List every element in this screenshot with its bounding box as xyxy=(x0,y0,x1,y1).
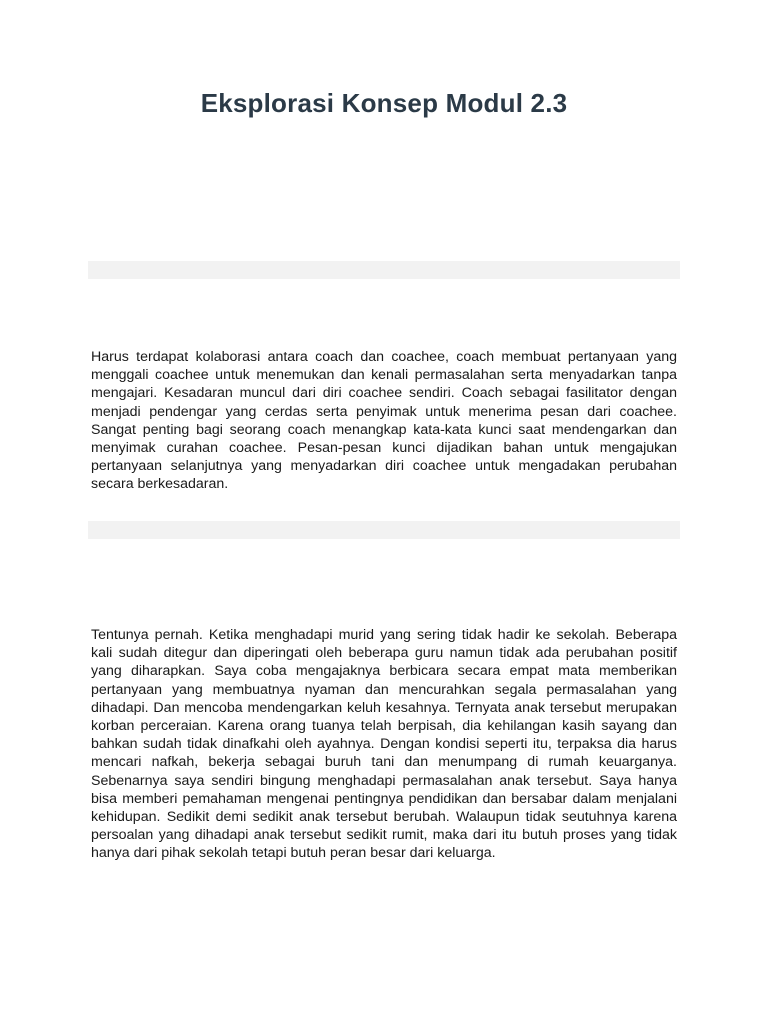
section-divider-band xyxy=(88,261,680,279)
body-paragraph-2: Tentunya pernah. Ketika menghadapi murid yang sering tidak hadir ke sekolah. Beberapa kali sudah ditegur dan diperingati oleh beberapa guru namun tidak ada perubahan positif yang diharapkan. Saya coba mengajaknya berbicara secara empat mata memberikan pertanyaan yang membuatnya nyaman dan mencurahkan segala permasalahan yang dihadapi. Dan mencoba mendengarkan keluh kesahnya. Ternyata anak tersebut merupakan korban perceraian. Karena orang tuanya telah berpisah, dia kehilangan kasih sayang dan bahkan sudah tidak dinafkahi oleh ayahnya. Dengan kondisi seperti itu, terpaksa dia harus mencari nafkah, bekerja sebagai buruh tani dan menumpang di rumah keuarganya. Sebenarnya saya sendiri bingung menghadapi permasalahan anak tersebut. Saya hanya bisa memberi pemahaman mengenai pentingnya pendidikan dan bersabar dalam menjalani kehidupan. Sedikit demi sedikit anak tersebut berubah. Walaupun tidak seutuhnya karena persoalan yang dihadapi anak tersebut sedikit rumit, maka dari itu butuh proses yang tidak hanya dari pihak sekolah tetapi butuh peran besar dari keluarga. xyxy=(91,627,677,862)
page-title: Eksplorasi Konsep Modul 2.3 xyxy=(200,88,568,118)
section-divider-band xyxy=(88,521,680,539)
body-paragraph-1: Harus terdapat kolaborasi antara coach dan coachee, coach membuat pertanyaan yang menggali coachee untuk menemukan dan kenali permasalahan serta menyadarkan tanpa mengajari. Kesadaran muncul dari diri coachee sendiri. Coach sebagai fasilitator dengan menjadi pendengar yang cerdas serta penyimak untuk menerima pesan dari coachee. Sangat penting bagi seorang coach menangkap kata-kata kunci saat mendengarkan dan menyimak curahan coachee. Pesan-pesan kunci dijadikan bahan untuk mengajukan pertanyaan selanjutnya yang menyadarkan diri coachee untuk mengadakan perubahan secara berkesadaran. xyxy=(91,349,677,493)
